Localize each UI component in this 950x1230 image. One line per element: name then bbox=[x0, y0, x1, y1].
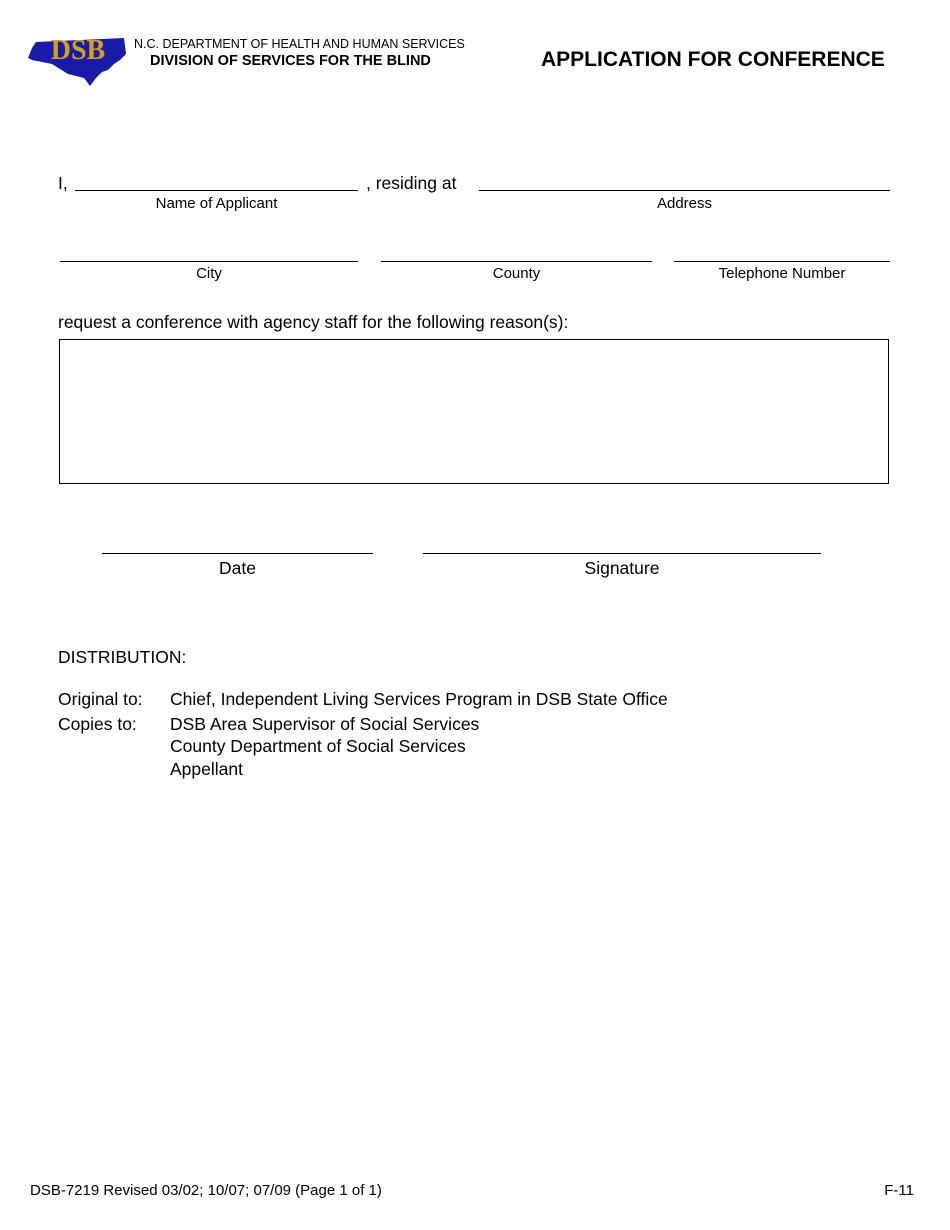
original-label: Original to: bbox=[58, 689, 143, 709]
address-line[interactable] bbox=[479, 190, 890, 191]
form-number: DSB-7219 Revised 03/02; 10/07; 07/09 (Page 1 of 1) bbox=[30, 1182, 382, 1199]
department-name: N.C. DEPARTMENT OF HEALTH AND HUMAN SERVICES bbox=[134, 37, 465, 51]
county-line[interactable] bbox=[381, 261, 652, 262]
city-caption: City bbox=[196, 265, 222, 282]
signature-caption: Signature bbox=[584, 558, 660, 578]
city-line[interactable] bbox=[60, 261, 358, 262]
telephone-caption: Telephone Number bbox=[718, 265, 846, 282]
original-value: Chief, Independent Living Services Program in DSB State Office bbox=[170, 689, 668, 709]
division-name: DIVISION OF SERVICES FOR THE BLIND bbox=[150, 53, 431, 69]
form-code: F-11 bbox=[884, 1182, 914, 1199]
signature-line[interactable] bbox=[423, 553, 821, 554]
date-line[interactable] bbox=[102, 553, 373, 554]
name-caption: Name of Applicant bbox=[155, 195, 278, 212]
name-line[interactable] bbox=[75, 190, 358, 191]
copies-label: Copies to: bbox=[58, 714, 137, 734]
reasons-box[interactable] bbox=[59, 339, 889, 484]
date-caption: Date bbox=[219, 558, 256, 578]
request-text: request a conference with agency staff for the following reason(s): bbox=[58, 312, 569, 332]
residing-text: , residing at bbox=[366, 173, 457, 193]
copy-recipient: DSB Area Supervisor of Social Services bbox=[170, 714, 480, 734]
logo-text: DSB bbox=[50, 35, 106, 66]
dsb-logo bbox=[28, 34, 128, 88]
distribution-heading: DISTRIBUTION: bbox=[58, 647, 187, 667]
intro-text: I, bbox=[58, 173, 68, 193]
address-caption: Address bbox=[656, 195, 713, 212]
page-title: APPLICATION FOR CONFERENCE bbox=[541, 48, 885, 71]
county-caption: County bbox=[492, 265, 541, 282]
copy-recipient: County Department of Social Services bbox=[170, 736, 466, 756]
copy-recipient: Appellant bbox=[170, 759, 243, 779]
telephone-line[interactable] bbox=[674, 261, 890, 262]
